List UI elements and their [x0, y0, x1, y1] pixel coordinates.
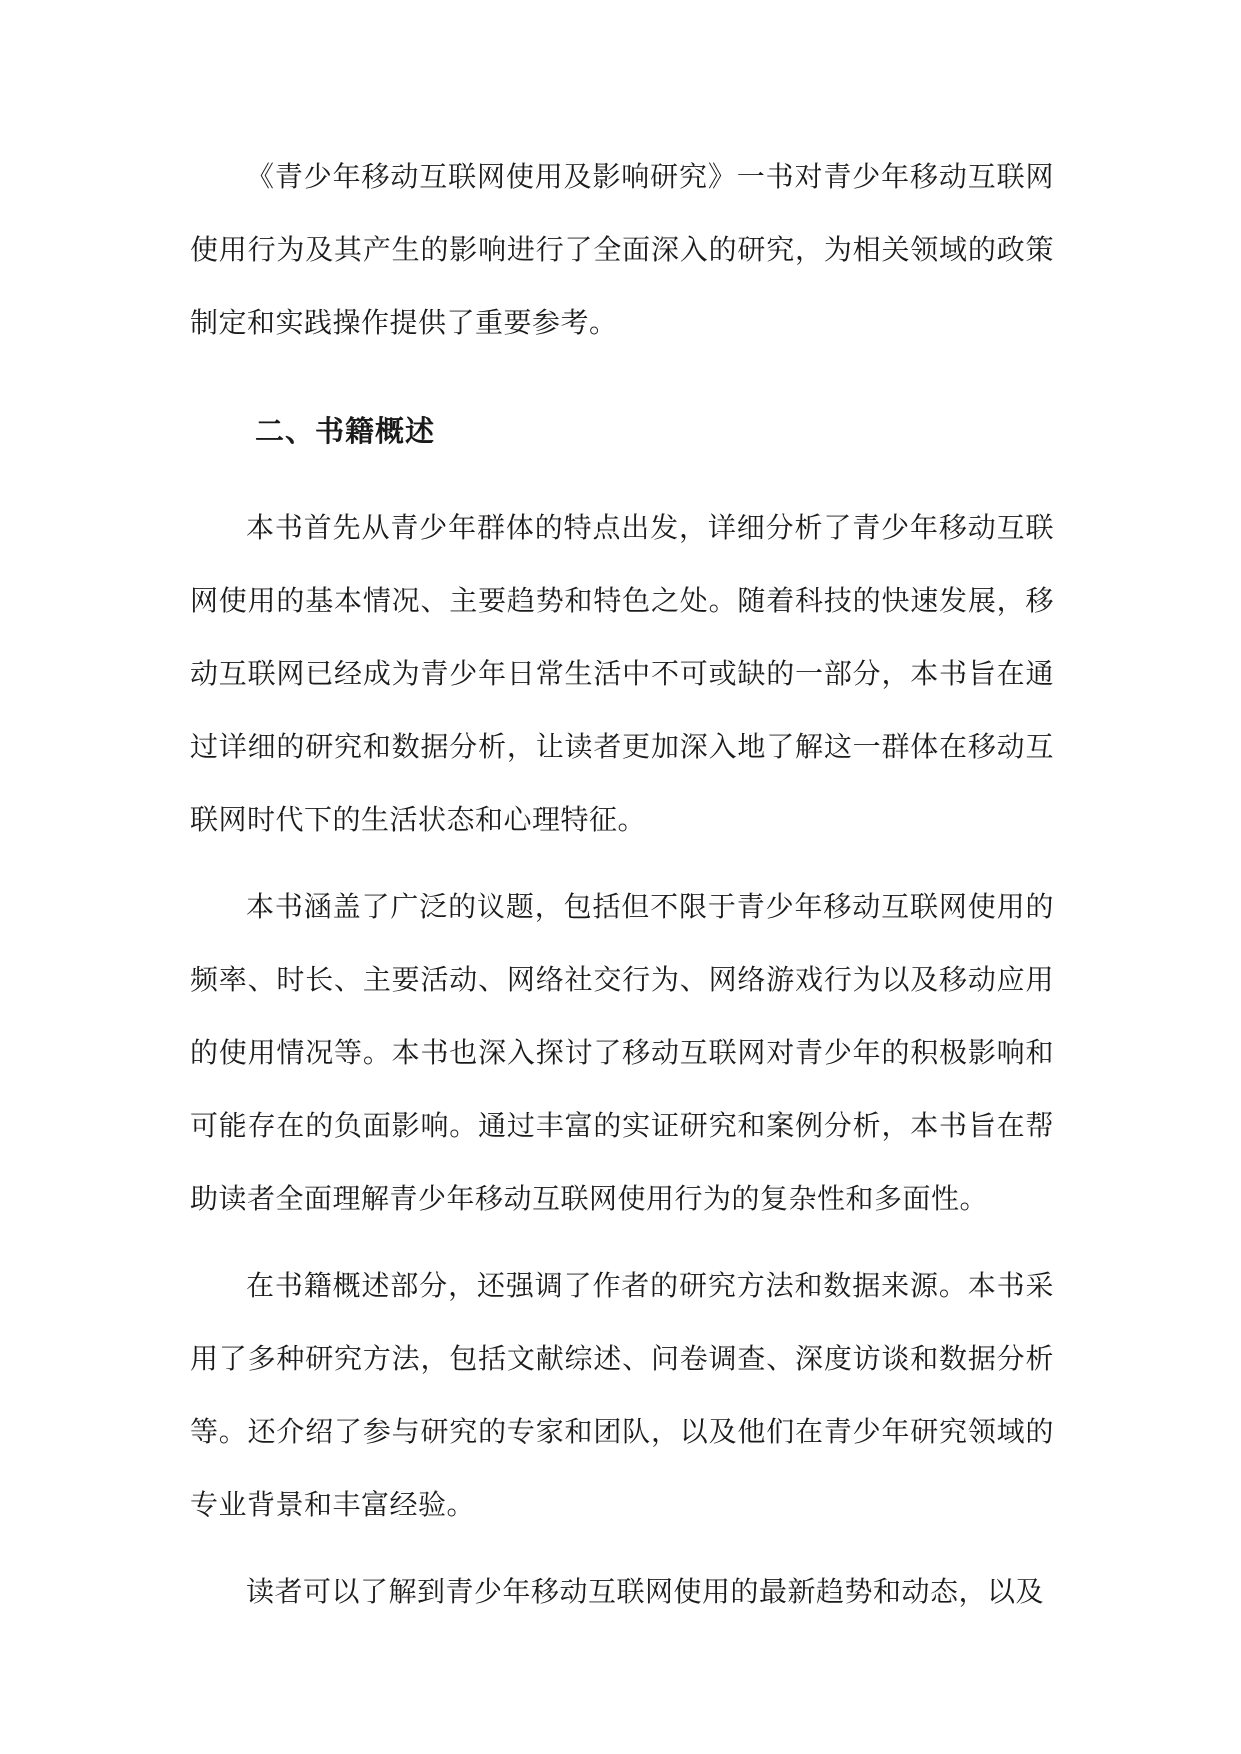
body-paragraph: 本书涵盖了广泛的议题，包括但不限于青少年移动互联网使用的频率、时长、主要活动、网络社交行为、网络游戏行为以及移动应用的使用情况等。本书也深入探讨了移动互联网对青少年的积极影响和可能存在的负面影响。通过丰富的实证研究和案例分析，本书旨在帮助读者全面理解青少年移动互联网使用行为的复杂性和多面性。 — [190, 890, 1054, 1215]
document-body — [190, 140, 1054, 1628]
intro-paragraph: 《青少年移动互联网使用及影响研究》一书对青少年移动互联网使用行为及其产生的影响进行了全面深入的研究，为相关领域的政策制定和实践操作提供了重要参考。 — [190, 160, 1054, 339]
body-paragraph: 读者可以了解到青少年移动互联网使用的最新趋势和动态，以及 — [246, 1575, 1045, 1608]
body-paragraph: 在书籍概述部分，还强调了作者的研究方法和数据来源。本书采用了多种研究方法，包括文献综述、问卷调查、深度访谈和数据分析等。还介绍了参与研究的专家和团队，以及他们在青少年研究领域的专业背景和丰富经验。 — [190, 1269, 1054, 1521]
section-heading: 二、书籍概述 — [255, 414, 436, 448]
body-paragraph: 本书首先从青少年群体的特点出发，详细分析了青少年移动互联网使用的基本情况、主要趋势和特色之处。随着科技的快速发展，移动互联网已经成为青少年日常生活中不可或缺的一部分，本书旨在通过详细的研究和数据分析，让读者更加深入地了解这一群体在移动互联网时代下的生活状态和心理特征。 — [190, 511, 1054, 836]
